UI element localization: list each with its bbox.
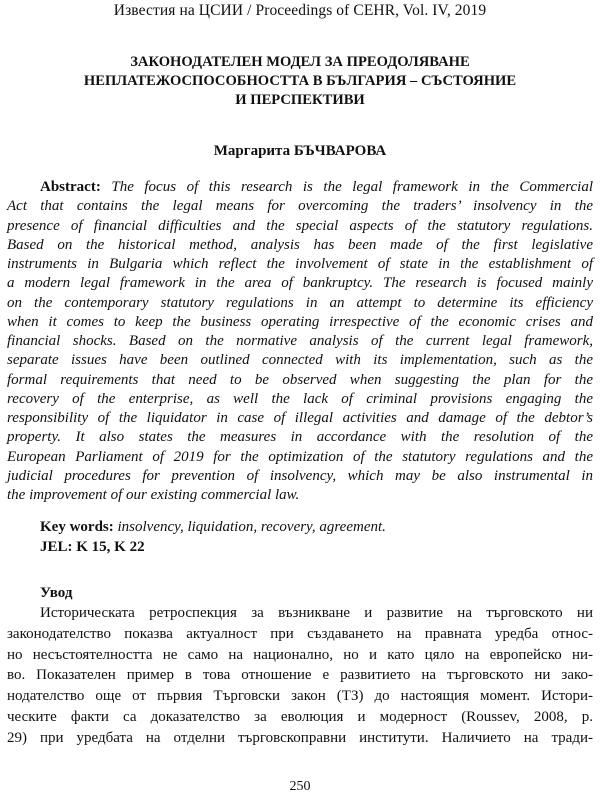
body-line: 29) при уредбата на отделни търговскоправни институти. Наличието на тради- <box>7 729 593 746</box>
body-line: законодателство показва актуалност при създаването на правната уредба относ- <box>7 625 593 642</box>
body-text <box>7 603 593 749</box>
body-line: но несъстоятелността не само на национално, но и като цяло на европейско ни- <box>7 646 593 663</box>
keywords-value: insolvency, liquidation, recovery, agreement. <box>117 519 386 535</box>
body-line: ческите факти са доказателство за еволюция и модерност (Roussev, 2008, p. <box>7 708 593 725</box>
abstract-line: a modern legal framework in the area of bankruptcy. The research is focused mainly <box>7 275 593 292</box>
abstract-line: Act that contains the legal means for overcoming the traders’ insolvency in the <box>7 198 593 215</box>
abstract <box>7 178 593 505</box>
paper-title-line: ЗАКОНОДАТЕЛЕН МОДЕЛ ЗА ПРЕОДОЛЯВАНЕ <box>130 54 470 70</box>
abstract-line: presence of financial difficulties and the special aspects of the statutory regulations. <box>7 217 593 234</box>
section-heading: Увод <box>40 585 73 601</box>
jel-label: JEL: <box>40 539 73 555</box>
body-line: во. Показателен пример в това отношение е развитието на търговското ни зако- <box>7 667 593 684</box>
abstract-line: on the contemporary statutory regulations in an attempt to determine its efficiency <box>7 294 593 311</box>
body-line: нодателство още от първия Търговски закон (ТЗ) до настоящия момент. Истори- <box>7 688 593 705</box>
jel-codes <box>40 538 145 557</box>
abstract-line <box>7 178 593 197</box>
keywords-label: Key words: <box>40 519 114 535</box>
paper-title-line: НЕПЛАТЕЖОСПОСОБНОСТТА В БЪЛГАРИЯ – СЪСТОЯНИЕ <box>83 73 517 89</box>
paper-title <box>40 53 560 110</box>
abstract-line: property. It also states the measures in accordance with the resolution of the <box>7 429 593 446</box>
paper-title-line: И ПЕРСПЕКТИВИ <box>235 92 365 108</box>
abstract-label: Abstract: <box>40 179 101 195</box>
running-header: Известия на ЦСИИ / Proceedings of CEHR, Vol. IV, 2019 <box>113 2 487 19</box>
page-number: 250 <box>289 779 311 794</box>
abstract-line: separate issues have been outlined connected with its implementation, such as the <box>7 352 593 369</box>
keywords <box>40 518 386 537</box>
abstract-line: judicial procedures for prevention of insolvency, which may be also instrumental in <box>7 467 593 484</box>
abstract-line: when it comes to keep the business operating irrespective of the economic crises and <box>7 313 593 330</box>
abstract-line: financial shocks. Based on the normative analysis of the current legal framework, <box>7 333 593 349</box>
abstract-line: European Parliament of 2019 for the optimization of the statutory regulations and the <box>7 448 593 465</box>
body-line: Историческата ретроспекция за възникване и развитие на търговското ни <box>40 605 593 621</box>
abstract-line: the improvement of our existing commercial law. <box>7 487 300 503</box>
abstract-line: responsibility of the liquidator in case of illegal activities and damage of the debtor’s <box>7 410 593 426</box>
abstract-line: formal requirements that need to be observed when suggesting the plan for the <box>7 371 593 388</box>
abstract-line: Based on the historical method, analysis has been made of the first legislative <box>7 236 593 253</box>
abstract-line: recovery of the enterprise, as well the lack of criminal provisions engaging the <box>7 390 593 407</box>
abstract-text: The focus of this research is the legal framework in the Commercial <box>111 179 593 195</box>
abstract-line: instruments in Bulgaria which reflect the involvement of state in the establishment of <box>7 256 593 272</box>
jel-value: K 15, K 22 <box>76 539 145 555</box>
author-name: Маргарита БЪЧВАРОВА <box>213 143 387 159</box>
